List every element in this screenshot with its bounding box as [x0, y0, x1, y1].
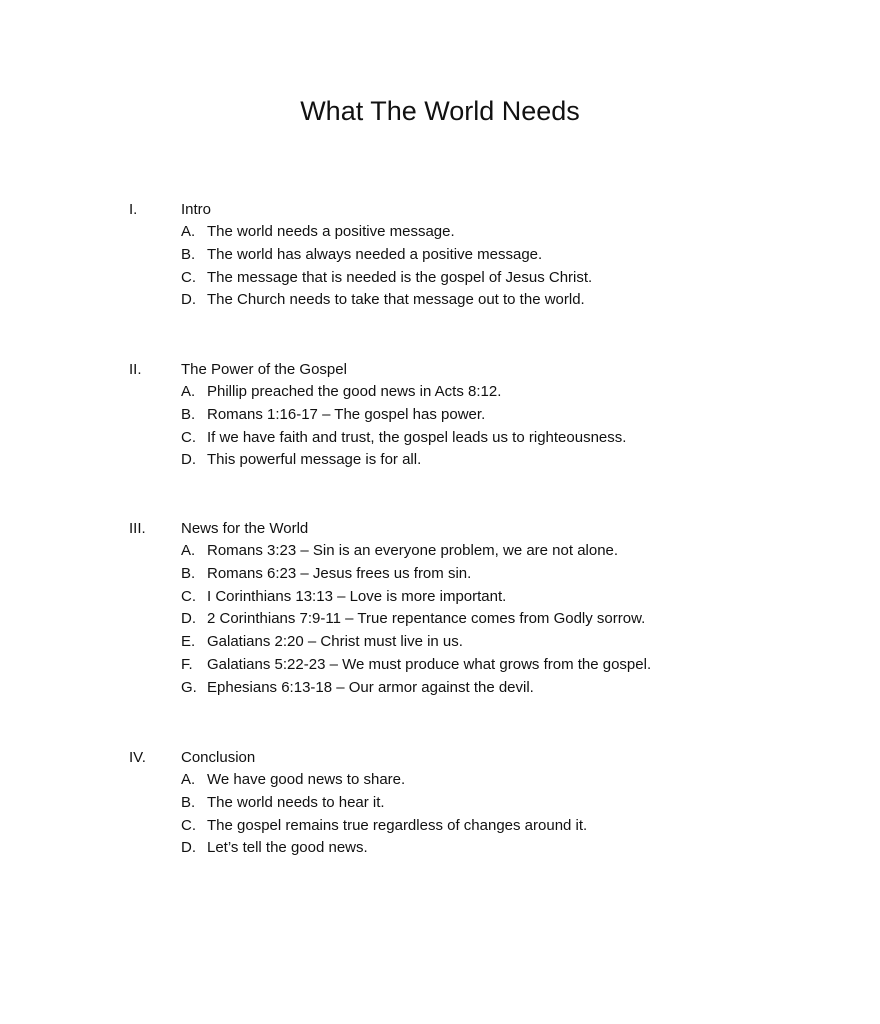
document-title: What The World Needs: [300, 96, 580, 126]
section-numeral: III.: [129, 520, 146, 537]
item-letter: C.: [181, 268, 196, 286]
item-letter: D.: [181, 610, 196, 628]
section-heading: News for the World: [181, 520, 309, 537]
outline-item: [0, 267, 880, 290]
item-text: Ephesians 6:13-18 – Our armor against the devil.: [207, 678, 534, 696]
section-numeral: I.: [129, 201, 138, 218]
outline-section-news-for-world: [0, 517, 880, 700]
outline-item: [0, 540, 880, 563]
outline-item: [0, 654, 880, 677]
item-letter: E.: [181, 633, 196, 651]
item-letter: A.: [181, 223, 196, 240]
item-text: The gospel remains true regardless of changes around it.: [207, 816, 588, 834]
section-header: [0, 517, 880, 540]
item-text: Romans 1:16-17 – The gospel has power.: [207, 405, 486, 423]
item-text: Galatians 2:20 – Christ must live in us.: [207, 633, 463, 651]
item-letter: C.: [181, 816, 196, 834]
item-letter: A.: [181, 771, 196, 788]
item-text: Romans 6:23 – Jesus frees us from sin.: [207, 564, 472, 582]
item-text: If we have faith and trust, the gospel leads us to righteousness.: [207, 428, 627, 446]
outline-section-intro: [0, 198, 880, 312]
section-heading: Conclusion: [181, 749, 256, 766]
item-letter: A.: [181, 542, 196, 559]
outline-item: [0, 563, 880, 586]
outline-section-power-of-gospel: [0, 358, 880, 472]
item-text: Let’s tell the good news.: [207, 839, 368, 857]
item-text: I Corinthians 13:13 – Love is more important.: [207, 587, 507, 605]
outline-item: [0, 427, 880, 450]
outline-item: [0, 815, 880, 838]
outline-item: [0, 769, 880, 792]
item-text: Romans 3:23 – Sin is an everyone problem, we are not alone.: [207, 542, 619, 559]
outline-item: [0, 381, 880, 404]
section-heading: The Power of the Gospel: [181, 361, 347, 378]
item-text: The message that is needed is the gospel of Jesus Christ.: [207, 268, 593, 286]
item-text: The world has always needed a positive message.: [207, 245, 543, 263]
item-letter: B.: [181, 245, 196, 263]
item-letter: B.: [181, 793, 196, 811]
outline-item: [0, 837, 880, 860]
item-letter: B.: [181, 564, 196, 582]
outline-item: [0, 289, 880, 312]
item-letter: D.: [181, 451, 196, 469]
section-heading: Intro: [181, 201, 212, 218]
outline-item: [0, 608, 880, 631]
outline-item: [0, 404, 880, 427]
outline-item: [0, 677, 880, 700]
item-letter: G.: [181, 678, 197, 696]
section-header: [0, 358, 880, 381]
item-text: The world needs to hear it.: [207, 793, 385, 811]
item-letter: F.: [181, 655, 193, 673]
item-text: 2 Corinthians 7:9-11 – True repentance comes from Godly sorrow.: [207, 610, 646, 628]
item-text: The Church needs to take that message out to the world.: [207, 291, 585, 309]
item-letter: B.: [181, 405, 196, 423]
outline-item: [0, 792, 880, 815]
section-header: [0, 746, 880, 769]
item-letter: C.: [181, 428, 196, 446]
item-letter: D.: [181, 839, 196, 857]
item-text: Galatians 5:22-23 – We must produce what grows from the gospel.: [207, 655, 652, 673]
section-header: [0, 198, 880, 221]
item-text: The world needs a positive message.: [207, 223, 455, 240]
outline-item: [0, 449, 880, 472]
item-text: We have good news to share.: [207, 771, 406, 788]
outline-item: [0, 221, 880, 244]
outline-item: [0, 631, 880, 654]
item-text: Phillip preached the good news in Acts 8:12.: [207, 383, 502, 400]
outline-item: [0, 244, 880, 267]
outline-item: [0, 586, 880, 609]
item-letter: C.: [181, 587, 196, 605]
section-numeral: II.: [129, 361, 142, 378]
item-letter: D.: [181, 291, 196, 309]
item-text: This powerful message is for all.: [207, 451, 422, 469]
item-letter: A.: [181, 383, 196, 400]
section-numeral: IV.: [129, 749, 146, 766]
outline-section-conclusion: [0, 746, 880, 860]
